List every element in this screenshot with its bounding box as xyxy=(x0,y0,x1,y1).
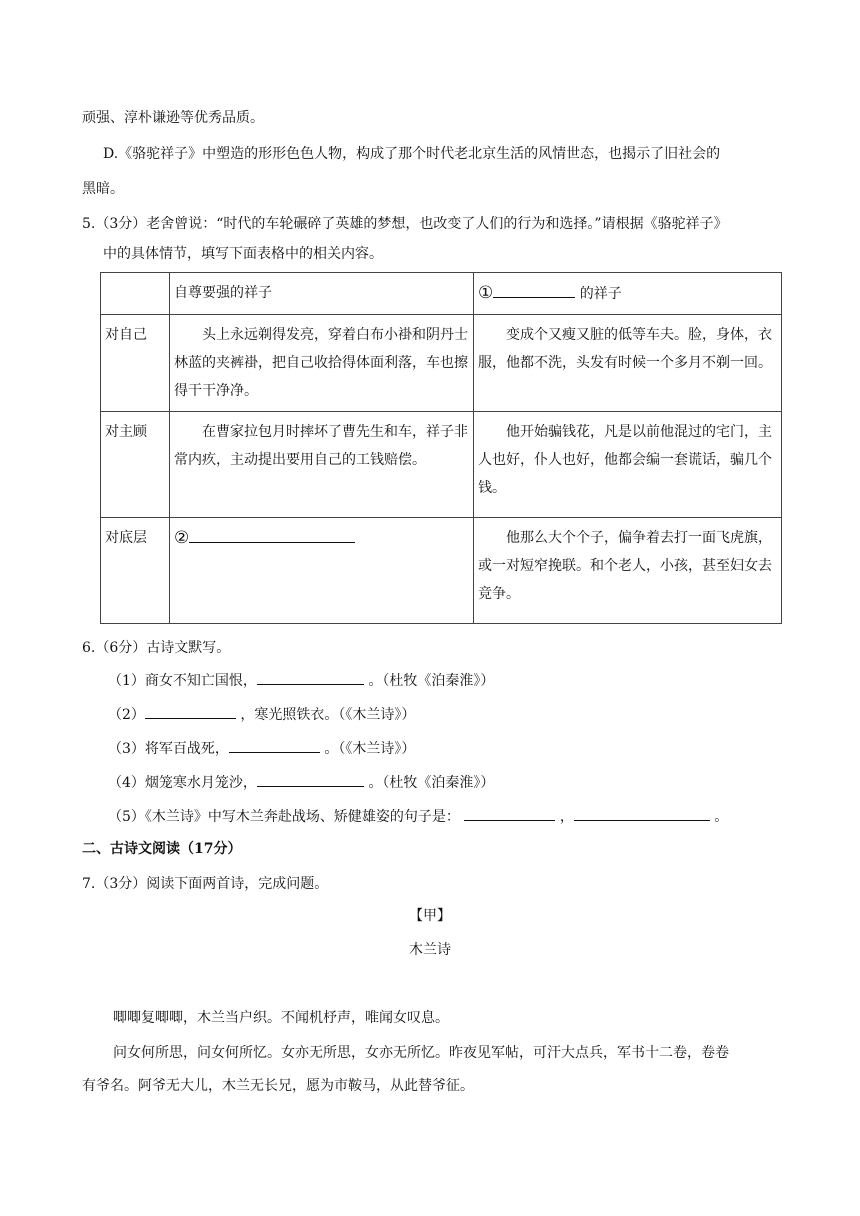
recitation-item-5 xyxy=(108,806,728,827)
item-5-comma: ， xyxy=(559,809,574,825)
item-4-text: （4）烟笼寒水月笼沙， xyxy=(108,775,257,791)
item-2-source: ，寒光照铁衣。（《木兰诗》） xyxy=(240,707,416,723)
answer-blank-item-4[interactable] xyxy=(257,772,364,787)
table-header-row xyxy=(101,273,782,315)
row-employer-right-text: 他开始骗钱花，凡是以前他混过的宅门，主人也好，仆人也好，他都会编一套谎话，骗几个钱。 xyxy=(474,412,782,518)
recitation-item-2 xyxy=(108,704,415,725)
answer-blank-item-5a[interactable] xyxy=(464,806,555,821)
header-suffix: 的祥子 xyxy=(575,286,622,302)
table-row xyxy=(101,315,782,412)
table-header-proud-xiangzi: 自尊要强的祥子 xyxy=(170,273,474,315)
circled-number-2: ② xyxy=(174,528,190,548)
table-header-blank-xiangzi xyxy=(474,273,782,315)
item-3-text: （3）将军百战死， xyxy=(108,741,229,757)
poem-paragraph-2: 问女何所思，问女何所忆。女亦无所思，女亦无所忆。昨夜见军帖，可汗大点兵，军书十二卷，卷卷 xyxy=(113,1045,729,1061)
item-5-period: 。 xyxy=(714,809,729,825)
item-3-source: 。（《木兰诗》） xyxy=(324,741,416,757)
item-2-text: （2） xyxy=(108,707,145,723)
answer-blank-2[interactable] xyxy=(189,528,355,543)
recitation-item-3 xyxy=(108,738,415,759)
table-row xyxy=(101,412,782,518)
question-5-prompt: 5.（3分）老舍曾说：“时代的车轮碾碎了英雄的梦想，也改变了人们的行为和选择。”请根据《骆驼祥子》 xyxy=(82,216,728,232)
poem-paragraph-1: 唧唧复唧唧，木兰当户织。不闻机杼声，唯闻女叹息。 xyxy=(113,1010,449,1026)
item-4-source: 。（杜牧《泊秦淮》） xyxy=(368,775,495,791)
option-d-line: D.《骆驼祥子》中塑造的形形色色人物，构成了那个时代老北京生活的风情世态，也揭示了旧社会的 xyxy=(103,146,721,162)
answer-blank-item-3[interactable] xyxy=(229,738,320,753)
question-6-title: 6.（6分）古诗文默写。 xyxy=(82,640,231,656)
row-self-left-text: 头上永远剃得发亮，穿着白布小褂和阴丹士林蓝的夹裤褂，把自己收拾得体面利落，车也擦得干干净净。 xyxy=(170,315,474,412)
poem-tag: 【甲】 xyxy=(409,908,451,924)
row-label-employer: 对主顾 xyxy=(101,412,170,518)
question-5-prompt-continuation: 中的具体情节，填写下面表格中的相关内容。 xyxy=(103,246,383,262)
item-5-text: （5）《木兰诗》中写木兰奔赴战场、矫健雄姿的句子是： xyxy=(108,809,460,825)
poem-title: 木兰诗 xyxy=(409,942,451,958)
question-7-title: 7.（3分）阅读下面两首诗，完成问题。 xyxy=(82,876,329,892)
table-row xyxy=(101,518,782,624)
table-corner-cell xyxy=(101,273,170,315)
circled-number-1: ① xyxy=(478,283,494,303)
item-1-text: （1）商女不知亡国恨， xyxy=(108,673,257,689)
recitation-item-4 xyxy=(108,772,494,793)
item-1-source: 。（杜牧《泊秦淮》） xyxy=(368,673,495,689)
answer-blank-1[interactable] xyxy=(493,283,575,298)
answer-blank-item-5b[interactable] xyxy=(574,806,710,821)
answer-blank-item-1[interactable] xyxy=(257,670,364,685)
recitation-item-1 xyxy=(108,670,494,691)
row-self-right-text: 变成个又瘦又脏的低等车夫。脸，身体，衣服，他都不洗，头发有时候一个多月不剃一回。 xyxy=(474,315,782,412)
poem-paragraph-2-continuation: 有爷名。阿爷无大儿，木兰无长兄，愿为市鞍马，从此替爷征。 xyxy=(82,1078,474,1094)
section-2-title: 二、古诗文阅读（17分） xyxy=(82,841,242,857)
row-lower-class-right-text: 他那么大个个子，偏争着去打一面飞虎旗，或一对短窄挽联。和个老人，小孩，甚至妇女去竞争。 xyxy=(474,518,782,624)
answer-blank-item-2[interactable] xyxy=(145,704,236,719)
option-d-continuation: 黑暗。 xyxy=(82,181,124,197)
xiangzi-comparison-table xyxy=(100,272,782,624)
row-label-lower-class: 对底层 xyxy=(101,518,170,624)
row-label-self: 对自己 xyxy=(101,315,170,412)
row-lower-class-left-cell xyxy=(170,518,474,624)
row-employer-left-text: 在曹家拉包月时摔坏了曹先生和车，祥子非常内疚，主动提出要用自己的工钱赔偿。 xyxy=(170,412,474,518)
text-line: 顽强、淳朴谦逊等优秀品质。 xyxy=(82,110,264,126)
